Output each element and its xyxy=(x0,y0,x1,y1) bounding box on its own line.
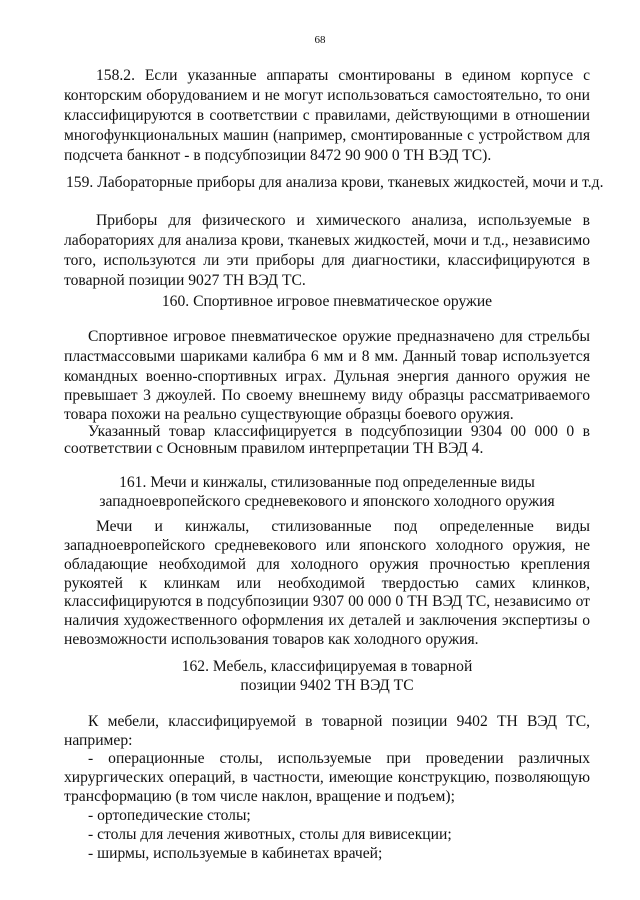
paragraph-line: например: xyxy=(64,732,133,749)
paragraph-line: обладающие необходимой для холодного оружия прочностью крепления xyxy=(64,556,590,573)
paragraph-line: - ширмы, используемые в кабинетах врачей; xyxy=(88,845,383,862)
paragraph-line: товара похожи на реально существующие образцы боевого оружия. xyxy=(64,406,514,423)
paragraph-line: наличия художественного оформления их деталей и заключения экспертизы о xyxy=(64,612,590,629)
paragraph-line: - столы для лечения животных, столы для вивисекции; xyxy=(88,826,452,843)
page-number: 68 xyxy=(314,34,326,46)
paragraph-line: лабораториях для анализа крови, тканевых жидкостей, мочи и т.д., независимо xyxy=(64,232,590,249)
section-heading-line: 162. Мебель, классифицируемая в товарной xyxy=(181,658,473,675)
paragraph-line: соответствии с Основным правилом интерпретации ТН ВЭД 4. xyxy=(64,440,484,457)
paragraph-line: Спортивное игровое пневматическое оружие предназначено для стрельбы xyxy=(88,328,590,345)
paragraph-line: Мечи и кинжалы, стилизованные под определенные виды xyxy=(96,518,590,535)
paragraph-line: Указанный товар классифицируется в подсубпозиции 9304 00 000 0 в xyxy=(88,423,590,440)
section-heading-line: 161. Мечи и кинжалы, стилизованные под определенные виды xyxy=(119,474,535,491)
paragraph-line: классифицируются в подсубпозиции 9307 00 000 0 ТН ВЭД ТС, независимо от xyxy=(64,593,590,610)
paragraph-line: классифицируются в соответствии с правилами, действующими в отношении xyxy=(64,107,590,124)
section-heading-line: 160. Спортивное игровое пневматическое оружие xyxy=(161,293,493,310)
paragraph-line: - ортопедические столы; xyxy=(88,807,251,824)
paragraph-line: рукоятей к клинкам или необходимой твердостью самих клинков, xyxy=(64,575,590,592)
section-heading-line: 159. Лабораторные приборы для анализа крови, тканевых жидкостей, мочи и т.д. xyxy=(66,174,604,191)
paragraph-line: командных военно-спортивных играх. Дульная энергия данного оружия не xyxy=(64,368,590,385)
paragraph-line: превышает 3 джоулей. По своему внешнему виду образцы рассматриваемого xyxy=(64,387,590,404)
paragraph-line: Приборы для физического и химического анализа, используемые в xyxy=(96,212,590,229)
paragraph-line: товарной позиции 9027 ТН ВЭД ТС. xyxy=(64,272,306,289)
section-heading-line: западноевропейского средневекового и японского холодного оружия xyxy=(99,493,555,510)
paragraph-line: конторским оборудованием и не могут использоваться самостоятельно, то они xyxy=(64,87,590,104)
paragraph-line: - операционные столы, используемые при проведении различных xyxy=(88,750,590,767)
paragraph-line: того, используются ли эти приборы для диагностики, классифицируются в xyxy=(64,252,590,269)
paragraph-line: многофункциональных машин (например, смонтированные с устройством для xyxy=(64,127,590,144)
paragraph-line: пластмассовыми шариками калибра 6 мм и 8 мм. Данный товар используется xyxy=(64,348,590,365)
paragraph-line: К мебели, классифицируемой в товарной позиции 9402 ТН ВЭД ТС, xyxy=(88,713,590,730)
paragraph-line: хирургических операций, в частности, имеющие конструкцию, позволяющую xyxy=(64,769,590,786)
section-heading-line: позиции 9402 ТН ВЭД ТС xyxy=(240,677,414,694)
paragraph-line: западноевропейского средневекового или японского холодного оружия, не xyxy=(64,537,590,554)
paragraph-line: подсчета банкнот - в подсубпозиции 8472 90 900 0 ТН ВЭД ТС). xyxy=(64,147,492,164)
paragraph-line: невозможности использования товаров как холодного оружия. xyxy=(64,631,479,648)
paragraph-line: трансформацию (в том числе наклон, вращение и подъем); xyxy=(64,788,455,805)
paragraph-line: 158.2. Если указанные аппараты смонтированы в едином корпусе с xyxy=(96,67,590,84)
